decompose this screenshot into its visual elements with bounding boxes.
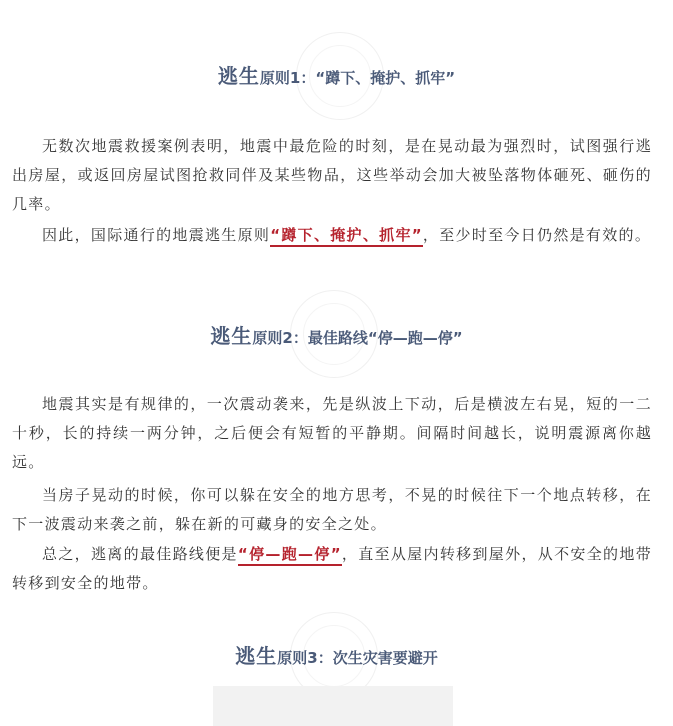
highlight-principle-2: “停—跑—停” (238, 545, 342, 566)
section-2-heading (0, 320, 673, 349)
heading-3-big: 逃生 (235, 644, 278, 668)
image-placeholder (213, 686, 453, 726)
section-2-paragraph-1: 地震其实是有规律的，一次震动袭来，先是纵波上下动，后是横波左右晃，短的一二十秒，长的持续一两分钟，之后便会有短暂的平静期。间隔时间越长，说明震源离你越远。 (12, 395, 652, 471)
section-2-paragraph-3: 总之，逃离的最佳路线便是“停—跑—停”，直至从屋内转移到屋外，从不安全的地带转移到安全的地带。 (12, 545, 653, 592)
section-1-paragraph-1: 无数次地震救援案例表明，地震中最危险的时刻，是在晃动最为强烈时，试图强行逃出房屋，或返回房屋试图抢救同伴及某些物品，这些举动会加大被坠落物体砸死、砸伤的几率。 (12, 137, 652, 213)
section-2-paragraph-2: 当房子晃动的时候，你可以躲在安全的地方思考，不晃的时候往下一个地点转移，在下一波震动来袭之前，躲在新的可藏身的安全之处。 (12, 486, 652, 533)
section-3-heading (0, 640, 673, 669)
heading-2-big: 逃生 (210, 324, 253, 348)
section-1-paragraph-2: 因此，国际通行的地震逃生原则“蹲下、掩护、抓牢”，至少时至今日仍然是有效的。 (12, 221, 652, 250)
heading-1-small: 原则1：“蹲下、掩护、抓牢” (259, 69, 456, 87)
heading-2-small: 原则2：最佳路线“停—跑—停” (252, 329, 463, 347)
section-1-heading (0, 60, 673, 89)
highlight-principle-1: “蹲下、掩护、抓牢” (270, 226, 423, 247)
heading-3-small: 原则3：次生灾害要避开 (277, 649, 438, 667)
heading-1-big: 逃生 (217, 64, 260, 88)
